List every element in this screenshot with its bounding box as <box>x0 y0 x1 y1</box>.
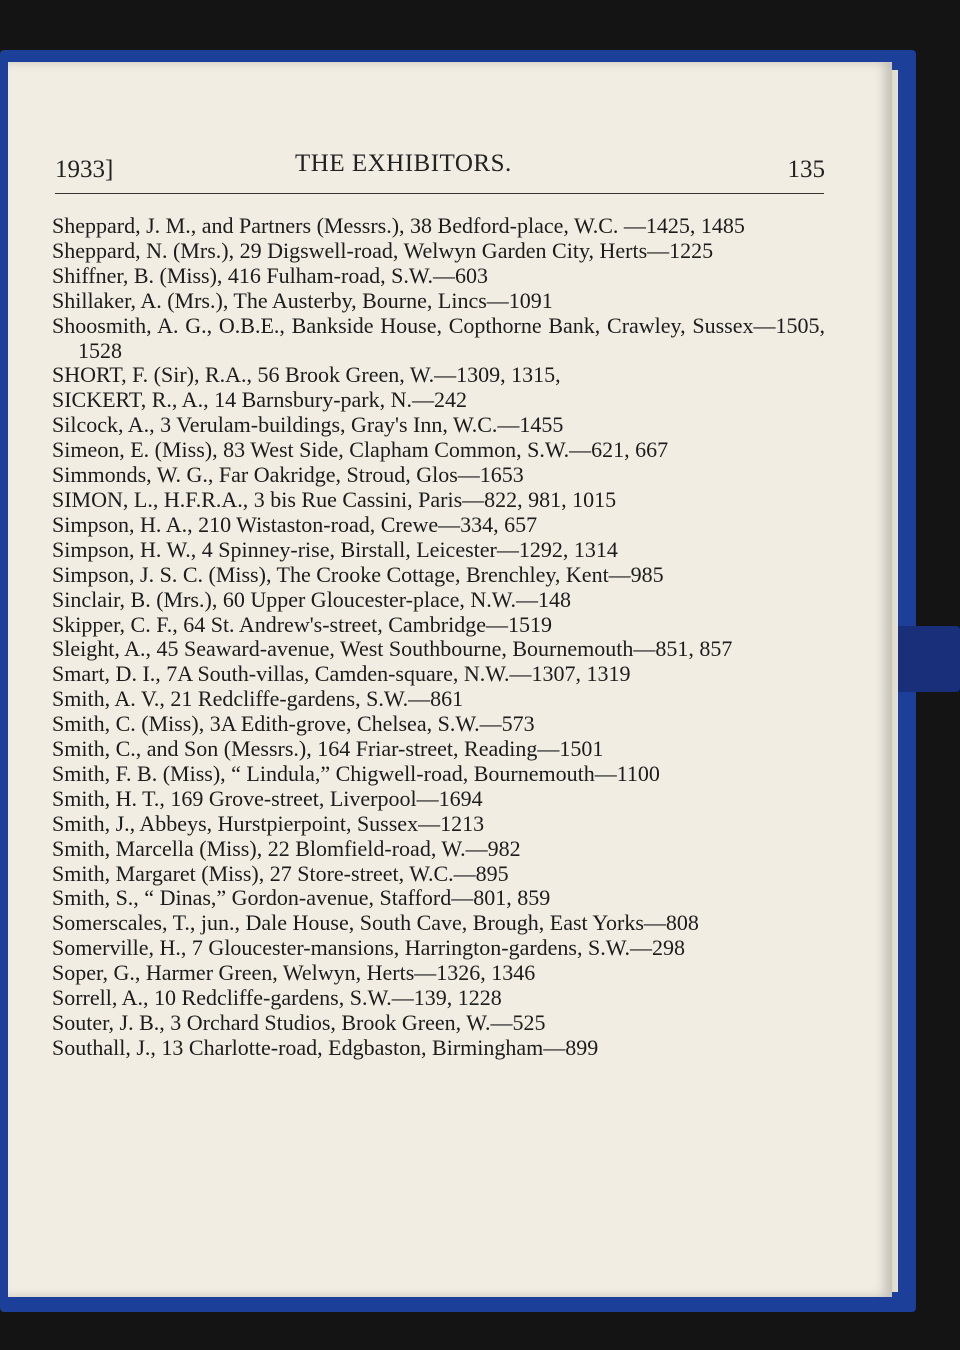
list-item: SICKERT, R., A., 14 Barnsbury-park, N.—242 <box>52 387 468 413</box>
page-number: 135 <box>787 156 825 183</box>
running-header <box>55 150 825 190</box>
list-item: Smith, S., “ Dinas,” Gordon-avenue, Stafford—801, 859 <box>52 885 551 911</box>
list-item: Sinclair, B. (Mrs.), 60 Upper Gloucester-place, N.W.—148 <box>52 586 572 612</box>
list-item: Southall, J., 13 Charlotte-road, Edgbaston, Birmingham—899 <box>52 1034 599 1060</box>
list-item: Souter, J. B., 3 Orchard Studios, Brook Green, W.—525 <box>52 1010 546 1035</box>
list-item: Simpson, J. S. C. (Miss), The Crooke Cottage, Brenchley, Kent—985 <box>52 561 664 587</box>
header-year: 1933] <box>55 156 114 183</box>
list-item: Smith, J., Abbeys, Hurstpierpoint, Sussex—1213 <box>52 810 485 836</box>
page-title: THE EXHIBITORS. <box>295 150 512 177</box>
list-item: Somerville, H., 7 Gloucester-mansions, Harrington-gardens, S.W.—298 <box>52 935 685 961</box>
list-item: Smith, C. (Miss), 3A Edith-grove, Chelsea, S.W.—573 <box>52 711 535 737</box>
list-item: Shoosmith, A. G., O.B.E., Bankside House, Copthorne Bank, Crawley, Sussex—1505, 1528 <box>52 312 825 363</box>
list-item: Soper, G., Harmer Green, Welwyn, Herts—1326, 1346 <box>52 960 536 986</box>
list-item: Silcock, A., 3 Verulam-buildings, Gray's Inn, W.C.—1455 <box>52 412 564 438</box>
list-item: Simpson, H. W., 4 Spinney-rise, Birstall, Leicester—1292, 1314 <box>52 536 618 562</box>
list-item: Shiffner, B. (Miss), 416 Fulham-road, S.W.—603 <box>52 262 489 288</box>
list-item: Smith, Marcella (Miss), 22 Blomfield-road, W.—982 <box>52 835 521 861</box>
list-item: Simeon, E. (Miss), 83 West Side, Clapham Common, S.W.—621, 667 <box>52 437 669 463</box>
list-item: SHORT, F. (Sir), R.A., 56 Brook Green, W.—1309, 1315, <box>52 362 561 388</box>
list-item: SIMON, L., H.F.R.A., 3 bis Rue Cassini, Paris—822, 981, 1015 <box>52 486 617 512</box>
list-item: Smith, C., and Son (Messrs.), 164 Friar-street, Reading—1501 <box>52 736 604 762</box>
list-item: Smith, H. T., 169 Grove-street, Liverpool—1694 <box>52 785 483 811</box>
bookmark-tab <box>896 626 960 692</box>
list-item: Simpson, H. A., 210 Wistaston-road, Crewe—334, 657 <box>52 511 538 537</box>
list-item: Simmonds, W. G., Far Oakridge, Stroud, Glos—1653 <box>52 462 524 488</box>
list-item: Sheppard, J. M., and Partners (Messrs.), 38 Bedford-place, W.C. —1425, 1485 <box>52 213 745 238</box>
list-item: Sleight, A., 45 Seaward-avenue, West Southbourne, Bournemouth—851, 857 <box>52 636 733 662</box>
list-item: Shillaker, A. (Mrs.), The Austerby, Bourne, Lincs—1091 <box>52 287 553 313</box>
list-item: Smart, D. I., 7A South-villas, Camden-square, N.W.—1307, 1319 <box>52 661 631 687</box>
list-item: Smith, Margaret (Miss), 27 Store-street, W.C.—895 <box>52 860 509 886</box>
list-item: Sorrell, A., 10 Redcliffe-gardens, S.W.—139, 1228 <box>52 985 502 1011</box>
list-item: Skipper, C. F., 64 St. Andrew's-street, Cambridge—1519 <box>52 611 552 637</box>
list-item: Smith, F. B. (Miss), “ Lindula,” Chigwell-road, Bournemouth—1100 <box>52 760 660 786</box>
list-item: Sheppard, N. (Mrs.), 29 Digswell-road, Welwyn Garden City, Herts—1225 <box>52 237 714 263</box>
list-item: Somerscales, T., jun., Dale House, South Cave, Brough, East Yorks—808 <box>52 910 699 936</box>
exhibitor-list <box>50 214 825 1061</box>
header-rule <box>55 193 824 194</box>
list-item: Smith, A. V., 21 Redcliffe-gardens, S.W.—861 <box>52 686 464 712</box>
